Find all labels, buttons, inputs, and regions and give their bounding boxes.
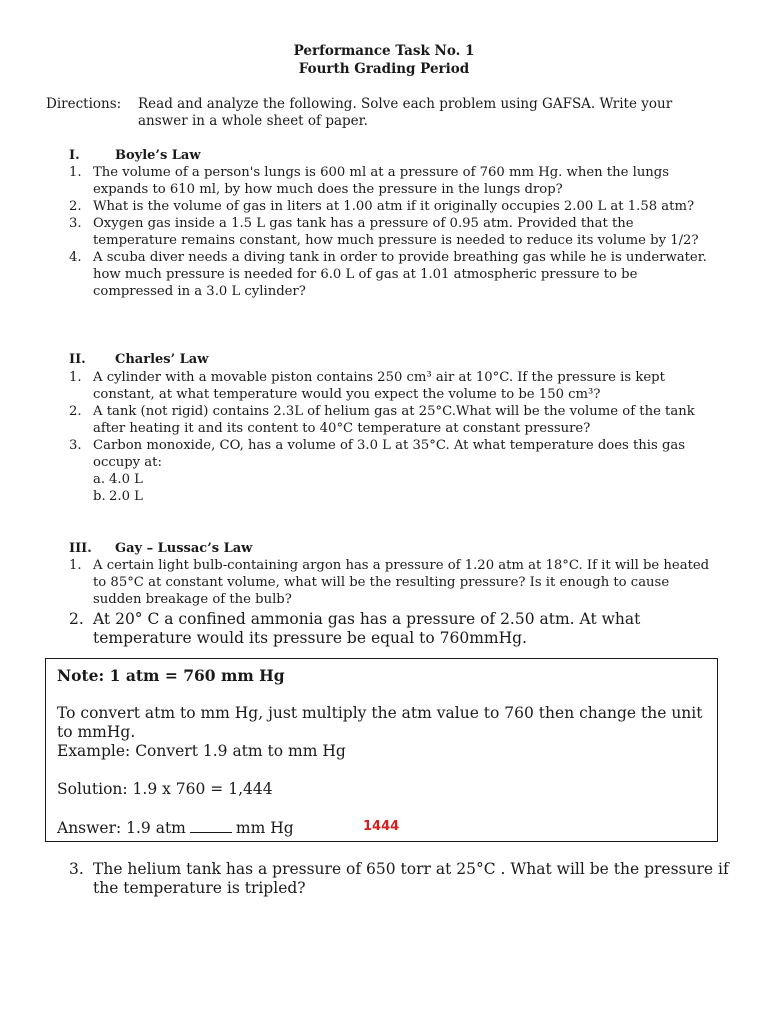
- sub-item: [93, 488, 719, 505]
- page-subtitle: Fourth Grading Period: [298, 61, 470, 77]
- list-item: 2. At 20° C a confined ammonia gas has a pressure of 2.50 atm. At what temperature would its pressure be equal to 760mmHg.: [69, 610, 641, 647]
- list-item: 1. The volume of a person's lungs is 600 ml at a pressure of 760 mm Hg. when the lungs expands to 610 ml, by how much does the pressure in the lungs drop?: [69, 165, 670, 197]
- section-heading-boyles-law: [69, 148, 201, 163]
- question-text: Oxygen gas inside a 1.5 L gas tank has a pressure of 0.95 atm. Provided that the temperature remains constant, how much pressure is needed to reduce its volume by 1/2?: [93, 216, 699, 248]
- question-3: [69, 860, 743, 898]
- section-numeral: II.: [69, 352, 86, 367]
- charles-law-questions: [69, 369, 719, 505]
- directions-text: Read and analyze the following. Solve each problem using GAFSA. Write your answer in a whole sheet of paper.: [138, 96, 673, 129]
- sub-text: 4.0 L: [109, 472, 143, 487]
- note-box: [45, 658, 718, 842]
- page-title: Performance Task No. 1: [293, 43, 475, 59]
- sub-list: [93, 471, 719, 505]
- note-solution: Solution: 1.9 x 760 = 1,444: [57, 780, 273, 798]
- sub-item: [93, 471, 719, 488]
- section-heading-charles-law: [69, 352, 208, 367]
- section-title: Boyle’s Law: [115, 148, 201, 163]
- question-text: The volume of a person's lungs is 600 ml at a pressure of 760 mm Hg. when the lungs expands to 610 ml, by how much does the pressure in the lungs drop?: [93, 165, 670, 197]
- note-title: Note: 1 atm = 760 mm Hg: [57, 666, 285, 685]
- handwritten-answer: 1444: [363, 819, 400, 834]
- list-item: 3. Oxygen gas inside a 1.5 L gas tank has a pressure of 0.95 atm. Provided that the temperature remains constant, how much pressure is needed to reduce its volume by 1/2?: [69, 216, 699, 248]
- note-example: Example: Convert 1.9 atm to mm Hg: [57, 742, 346, 760]
- list-item: 2. What is the volume of gas in liters at 1.00 atm if it originally occupies 2.00 L at 1.58 atm?: [69, 199, 695, 214]
- section-title: Charles’ Law: [115, 352, 209, 367]
- question-text: A certain light bulb-containing argon has a pressure of 1.20 atm at 18°C. If it will be heated to 85°C at constant volume, what will be the resulting pressure? Is it enough to cause sudden breakage of the bulb?: [93, 558, 710, 607]
- question-text: What is the volume of gas in liters at 1.00 atm if it originally occupies 2.00 L at 1.58 atm?: [93, 199, 695, 214]
- question-number: 3.: [69, 860, 84, 878]
- directions-label: Directions:: [46, 96, 122, 112]
- list-item: 1. A certain light bulb-containing argon has a pressure of 1.20 atm at 18°C. If it will be heated to 85°C at constant volume, what will be the resulting pressure? Is it enough to cause sudden breakage of the bulb?: [69, 558, 710, 607]
- section-heading-gay-lussac-law: [69, 541, 252, 556]
- question-text: A scuba diver needs a diving tank in order to provide breathing gas while he is underwater. how much pressure is needed for 6.0 L of gas at 1.01 atmospheric pressure to be compressed in a 3.0 L cylinder?: [93, 250, 707, 299]
- question-text: A tank (not rigid) contains 2.3L of helium gas at 25°C.What will be the volume of the tank after heating it and its content to 40°C temperature at constant pressure?: [93, 404, 695, 436]
- question-text: The helium tank has a pressure of 650 torr at 25°C . What will be the pressure if the temperature is tripled?: [93, 860, 729, 897]
- list-item: 3. Carbon monoxide, CO, has a volume of 3.0 L at 35°C. At what temperature does this gas occupy at: a. 4.0 L b. 2.0 L: [69, 437, 719, 505]
- question-text: At 20° C a confined ammonia gas has a pressure of 2.50 atm. At what temperature would its pressure be equal to 760mmHg.: [93, 610, 641, 647]
- section-title: Gay – Lussac’s Law: [115, 541, 253, 556]
- sub-letter: b.: [93, 489, 106, 504]
- list-item: 1. A cylinder with a movable piston contains 250 cm³ air at 10°C. If the pressure is kept constant, at what temperature would you expect the volume to be 150 cm³?: [69, 370, 665, 402]
- question-text: A cylinder with a movable piston contains 250 cm³ air at 10°C. If the pressure is kept constant, at what temperature would you expect the volume to be 150 cm³?: [93, 370, 665, 402]
- sub-letter: a.: [93, 472, 106, 487]
- sub-text: 2.0 L: [109, 489, 143, 504]
- section-numeral: III.: [69, 541, 92, 556]
- boyles-law-questions: [69, 164, 719, 300]
- note-explanation: To convert atm to mm Hg, just multiply the atm value to 760 then change the unit to mmHg.: [57, 704, 703, 741]
- answer-suffix: mm Hg: [235, 819, 294, 837]
- list-item: 2. A tank (not rigid) contains 2.3L of helium gas at 25°C.What will be the volume of the tank after heating it and its content to 40°C temperature at constant pressure?: [69, 404, 695, 436]
- answer-prefix: Answer: 1.9 atm: [57, 819, 186, 837]
- list-item: 4. A scuba diver needs a diving tank in order to provide breathing gas while he is underwater. how much pressure is needed for 6.0 L of gas at 1.01 atmospheric pressure to be compressed in a 3.0 L cylinder?: [69, 250, 707, 299]
- section-numeral: I.: [69, 148, 80, 163]
- gay-lussac-questions: [69, 557, 719, 648]
- question-text: Carbon monoxide, CO, has a volume of 3.0 L at 35°C. At what temperature does this gas occupy at:: [93, 438, 686, 470]
- answer-blank: [190, 820, 232, 833]
